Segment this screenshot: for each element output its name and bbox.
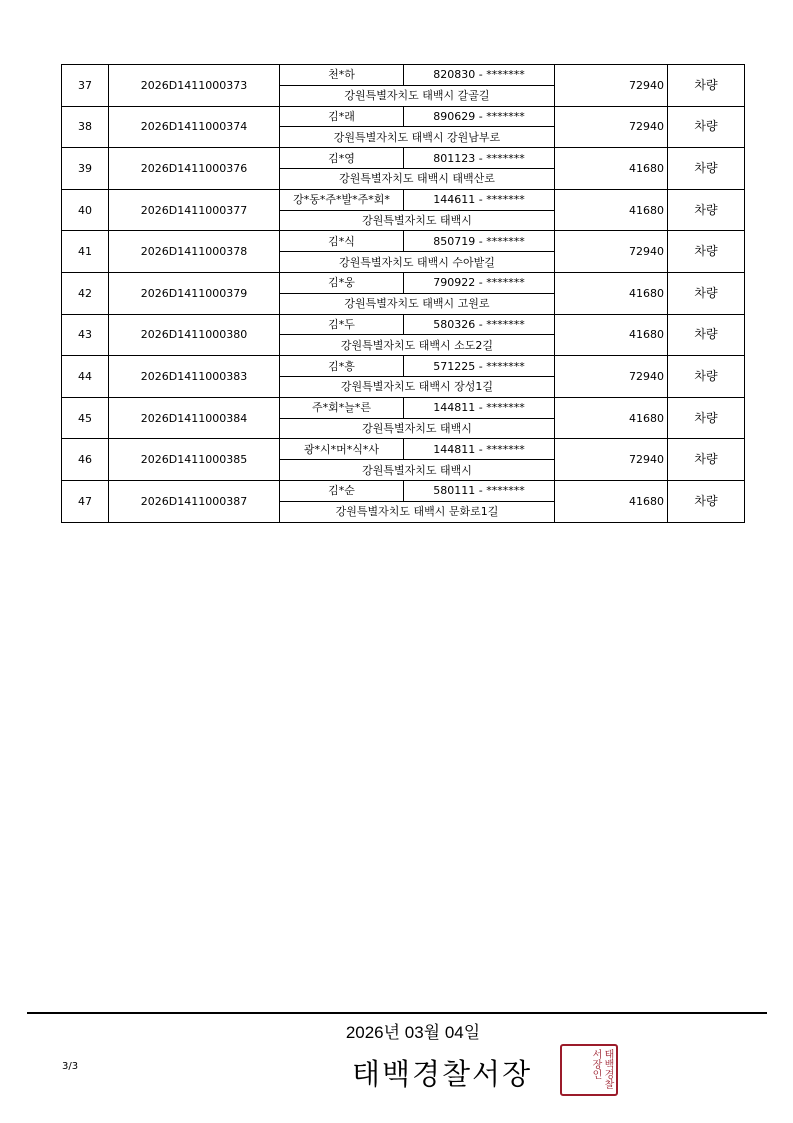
seal-text: 태백경찰서장인: [590, 1049, 613, 1089]
resident-number: 144811 - *******: [404, 439, 555, 460]
person-name: 김*두: [280, 314, 404, 335]
category: 차량: [668, 189, 745, 231]
category: 차량: [668, 272, 745, 314]
table-row: [62, 480, 745, 501]
resident-number: 144811 - *******: [404, 397, 555, 418]
amount: 41680: [555, 148, 668, 190]
address: 강원특별자치도 태백시 장성1길: [280, 376, 555, 397]
amount: 41680: [555, 189, 668, 231]
resident-number: 144611 - *******: [404, 189, 555, 210]
table-row: [62, 397, 745, 418]
case-id: 2026D1411000378: [109, 231, 280, 273]
case-id: 2026D1411000387: [109, 480, 280, 522]
person-name: 김*웅: [280, 272, 404, 293]
address: 강원특별자치도 태백시 갈골길: [280, 85, 555, 106]
address: 강원특별자치도 태백시: [280, 418, 555, 439]
address: 강원특별자치도 태백시: [280, 210, 555, 231]
resident-number: 820830 - *******: [404, 65, 555, 86]
case-id: 2026D1411000376: [109, 148, 280, 190]
table-row: [62, 439, 745, 460]
table-row: [62, 356, 745, 377]
row-number: 39: [62, 148, 109, 190]
amount: 41680: [555, 272, 668, 314]
table-row: [62, 314, 745, 335]
resident-number: 580111 - *******: [404, 480, 555, 501]
person-name: 김*래: [280, 106, 404, 127]
amount: 72940: [555, 231, 668, 273]
person-name: 주*회*늘*른: [280, 397, 404, 418]
case-id: 2026D1411000373: [109, 65, 280, 107]
person-name: 강*동*주*발*주*회*: [280, 189, 404, 210]
person-name: 천*하: [280, 65, 404, 86]
row-number: 42: [62, 272, 109, 314]
case-id: 2026D1411000379: [109, 272, 280, 314]
row-number: 40: [62, 189, 109, 231]
amount: 72940: [555, 106, 668, 148]
case-id: 2026D1411000380: [109, 314, 280, 356]
category: 차량: [668, 231, 745, 273]
table-row: [62, 189, 745, 210]
category: 차량: [668, 65, 745, 107]
issue-date: 2026년 03월 04일: [345, 1023, 481, 1042]
resident-number: 580326 - *******: [404, 314, 555, 335]
case-id: 2026D1411000384: [109, 397, 280, 439]
person-name: 김*식: [280, 231, 404, 252]
category: 차량: [668, 356, 745, 398]
page-number: 3/3: [62, 1061, 79, 1072]
address: 강원특별자치도 태백시 소도2길: [280, 335, 555, 356]
address: 강원특별자치도 태백시 수아밭길: [280, 252, 555, 273]
case-id: 2026D1411000377: [109, 189, 280, 231]
person-name: 김*순: [280, 480, 404, 501]
resident-number: 571225 - *******: [404, 356, 555, 377]
table-row: [62, 65, 745, 86]
case-id: 2026D1411000383: [109, 356, 280, 398]
row-number: 43: [62, 314, 109, 356]
row-number: 47: [62, 480, 109, 522]
row-number: 46: [62, 439, 109, 481]
amount: 72940: [555, 65, 668, 107]
signatory: 태백경찰서장: [352, 1057, 533, 1091]
footer-divider: [27, 1012, 767, 1014]
category: 차량: [668, 148, 745, 190]
category: 차량: [668, 314, 745, 356]
category: 차량: [668, 397, 745, 439]
person-name: 김*영: [280, 148, 404, 169]
table-row: [62, 148, 745, 169]
amount: 41680: [555, 314, 668, 356]
resident-number: 801123 - *******: [404, 148, 555, 169]
resident-number: 890629 - *******: [404, 106, 555, 127]
row-number: 41: [62, 231, 109, 273]
address: 강원특별자치도 태백시 태백산로: [280, 168, 555, 189]
row-number: 45: [62, 397, 109, 439]
person-name: 광*시*머*식*사: [280, 439, 404, 460]
notice-table: [61, 64, 745, 523]
table-row: [62, 231, 745, 252]
person-name: 김*흥: [280, 356, 404, 377]
resident-number: 790922 - *******: [404, 272, 555, 293]
address: 강원특별자치도 태백시 문화로1길: [280, 501, 555, 522]
row-number: 37: [62, 65, 109, 107]
amount: 41680: [555, 480, 668, 522]
table-row: [62, 272, 745, 293]
amount: 72940: [555, 439, 668, 481]
category: 차량: [668, 439, 745, 481]
amount: 72940: [555, 356, 668, 398]
case-id: 2026D1411000374: [109, 106, 280, 148]
address: 강원특별자치도 태백시 고원로: [280, 293, 555, 314]
official-seal: [560, 1044, 618, 1096]
address: 강원특별자치도 태백시 강원남부로: [280, 127, 555, 148]
table-row: [62, 106, 745, 127]
resident-number: 850719 - *******: [404, 231, 555, 252]
category: 차량: [668, 480, 745, 522]
row-number: 38: [62, 106, 109, 148]
category: 차량: [668, 106, 745, 148]
amount: 41680: [555, 397, 668, 439]
address: 강원특별자치도 태백시: [280, 460, 555, 481]
case-id: 2026D1411000385: [109, 439, 280, 481]
row-number: 44: [62, 356, 109, 398]
